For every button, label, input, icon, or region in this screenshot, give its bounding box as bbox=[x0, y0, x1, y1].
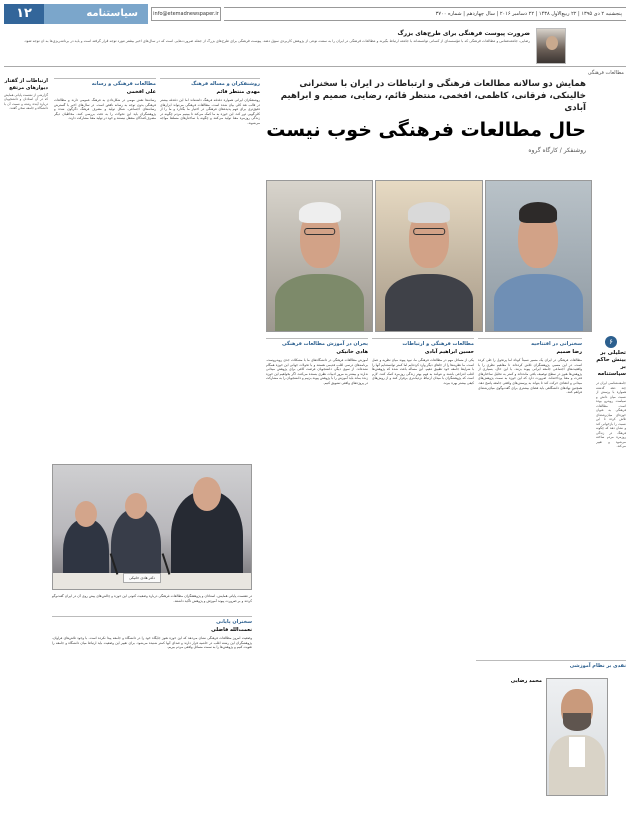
article-column-6 bbox=[52, 616, 252, 806]
author-name: محمد رضایی bbox=[510, 678, 542, 684]
column-heading: روشنفکران و مساله فرهنگ bbox=[160, 78, 260, 87]
main-headline: حال مطالعات فرهنگی خوب نیست bbox=[266, 119, 586, 141]
article-column-5 bbox=[54, 78, 156, 458]
column-text: رسانه‌ها نقش مهمی در شکل‌دادن به فرهنگ عمومی دارند و مطالعات فرهنگی بدون توجه به رسانه ناقص است. در سال‌های اخیر با گسترش رسانه‌های اجتماعی، شکل تولید و مصرف فرهنگ دگرگون شده و پژوهشگران باید این تحولات را به دقت بررسی کنند. مخاطبان دیگر مصرف‌کنندگان منفعل نیستند و خود در تولید معنا مشارکت دارند. bbox=[54, 98, 156, 121]
left-sidebar bbox=[4, 78, 48, 208]
article-column-2 bbox=[372, 338, 474, 798]
column-heading: مطالعات فرهنگی و رسانه bbox=[54, 78, 156, 87]
upper-title: همایش دو سالانه مطالعات فرهنگی و ارتباطات در ایران با سخنرانی خالینکی، فرقانی، کاظمی، افخمی، منتظر قائم، رضایی، صمیم و ابراهیم آبادی bbox=[280, 79, 586, 113]
page-number: ۱۲ bbox=[4, 4, 44, 24]
article-column-3 bbox=[266, 338, 368, 798]
column-heading: بحران در آموزش مطالعات فرهنگی bbox=[266, 338, 368, 347]
top-note bbox=[4, 28, 566, 64]
article-column-1 bbox=[478, 338, 582, 668]
nameplate: دکتر هادی خانیکی bbox=[123, 573, 161, 583]
sidebar-title: تحلیلی بر بینش حاکم بر سیاستنامه bbox=[596, 350, 626, 377]
column-text: یکی از مسائل مهم در مطالعات فرهنگی ما، نبود پیوند میان نظریه و عمل است. ما نظریه‌ها را از جاهای دیگر وارد کرده‌ایم اما کمتر توانسته‌ایم آنها را با شرایط جامعه خود تطبیق دهیم. این مساله باعث شده که پژوهش‌ها اغلب انتزاعی باشند و نتوانند به فهم بهتر زندگی روزمره کمک کنند. لازم است که پژوهشگران با میدان ارتباط نزدیک‌تری برقرار کنند و از روش‌های کیفی بیشتر بهره ببرند. bbox=[372, 358, 474, 385]
section-name: سیاستنامه bbox=[44, 4, 148, 24]
speaker-photos bbox=[266, 180, 592, 332]
column-heading: سخنران پایانی bbox=[52, 616, 252, 625]
author-box-heading: نقدی بر نظام آموزشی bbox=[476, 660, 626, 669]
author-photo bbox=[546, 678, 608, 796]
column-text: آموزش مطالعات فرهنگی در دانشگاه‌های ما با مشکلات جدی روبه‌روست. برنامه‌های درسی اغلب قدیمی هستند و با تحولات جهانی این حوزه همگام نشده‌اند. از سوی دیگر، دانشجویان فرصت کافی برای پژوهش میدانی ندارند و بیشتر به مرور ادبیات نظری بسنده می‌کنند. اگر بخواهیم این حوزه زنده بماند باید آموزش را با پژوهش پیوند بزنیم و دانشجویان را به مشارکت در پروژه‌های واقعی تشویق کنیم. bbox=[266, 358, 368, 385]
sidebar-badge: ۶ bbox=[605, 336, 617, 348]
column-heading: مطالعات فرهنگی و ارتباطات bbox=[372, 338, 474, 347]
column-author: رضا صمیم bbox=[556, 349, 582, 355]
website-address[interactable]: info@etemadnewspaper.ir bbox=[151, 7, 221, 21]
top-note-text: رضایی، جامعه‌شناس و مطالعات فرهنگی که با مؤسسه‌ای از کسانی توانسته‌اند با جامعه ارتباط بگیرند و مطالعات فرهنگی در ایران را به سمت نوعی از پژوهش کاربردی سوق دهند. پیوست فرهنگی برای طرح‌های بزرگ از جمله ضرورت‌هایی است که در سال‌های اخیر بیشتر مورد توجه قرار گرفته است و باید در برنامه‌ریزی‌ها به آن توجه شود. bbox=[23, 39, 530, 43]
author-name-box bbox=[478, 678, 542, 694]
top-note-title: ضرورت پیوست فرهنگی برای طرح‌های بزرگ bbox=[397, 30, 530, 37]
column-author: نعمت‌الله فاضلی bbox=[211, 627, 252, 633]
byline: روشنفکر / کارگاه گروه bbox=[528, 147, 586, 154]
date-line: پنجشنبه ۲ دی ۱۳۹۵ | ۲۲ ربیع‌الاول ۱۴۳۸ | ۲۲ دسامبر ۲۰۱۶ | سال چهاردهم | شماره ۳۷۰۰ bbox=[224, 7, 626, 21]
headline-block bbox=[266, 78, 586, 158]
column-author: علی افخمی bbox=[126, 89, 156, 95]
speaker-photo-right bbox=[266, 180, 373, 332]
column-author: مهدی منتظر قائم bbox=[216, 89, 260, 95]
column-text: مطالعات فرهنگی در ایران یک مسیر نسبتاً کوتاه اما پرتحول را طی کرده است. در این مسیر، پژوهشگران تلاش کرده‌اند تا مفاهیم نظری را با واقعیت‌های اجتماعی جامعه ایرانی پیوند بزنند. با این حال، بسیاری از پژوهش‌ها هنوز در سطح توصیف باقی مانده‌اند و کمتر به تحلیل ساختارهای قدرت و معنا پرداخته‌اند. ضرورت دارد که این حوزه به سمت پژوهش‌های میدانی و انتقادی حرکت کند تا بتواند به پرسش‌های واقعی جامعه پاسخ دهد. همچنین نهادهای دانشگاهی باید فضای بیشتری برای گفت‌وگوی میان‌رشته‌ای فراهم کنند. bbox=[478, 358, 582, 395]
section-label: مطالعات فرهنگی bbox=[587, 70, 624, 76]
panel-photo bbox=[52, 464, 252, 590]
column-author: حسین ابراهیم آبادی bbox=[424, 349, 474, 355]
column-author: هادی خانیکی bbox=[336, 349, 368, 355]
photo-caption: در نشست پایانی همایش، استادان و پژوهشگران مطالعات فرهنگی درباره وضعیت کنونی این حوزه و چالش‌های پیش روی آن در ایران گفت‌وگو کردند و بر ضرورت پیوند آموزش و پژوهش تأکید داشتند. bbox=[52, 594, 252, 603]
speaker-photo-center bbox=[375, 180, 482, 332]
sidebar-text: جامعه‌شناسی ایران در چند دهه گذشته همواره با پرسش از نسبت میان دانش و سیاست روبه‌رو بوده است. مطالعات فرهنگی به عنوان حوزه‌ای میان‌رشته‌ای تلاش کرده تا این نسبت را بازخوانی کند و نشان دهد که چگونه فرهنگ در زندگی روزمره مردم ساخته می‌شود و تغییر می‌کند. bbox=[596, 381, 626, 448]
speaker-photo-left bbox=[485, 180, 592, 332]
masthead bbox=[4, 4, 626, 24]
left-sidebar-title: ارتباطات از گفتار دیوارهای مرتفع bbox=[4, 78, 48, 91]
column-text: روشنفکران ایرانی همواره دغدغه فرهنگ داشته‌اند اما این دغدغه بیشتر در قالب نقد کلی بیان شده است. مطالعات فرهنگی می‌تواند ابزارهای دقیق‌تری برای فهم پدیده‌های فرهنگی در اختیار ما بگذارد و ما را از کلی‌گویی دور کند. این حوزه به ما کمک می‌کند تا ببینیم مردم چگونه در زندگی روزمره معنا تولید می‌کنند و چگونه با ساختارهای مسلط مواجه می‌شوند. bbox=[160, 98, 260, 125]
top-note-portrait bbox=[536, 28, 566, 64]
column-heading: سخنرانی در افتتاحیه bbox=[478, 338, 582, 347]
divider bbox=[4, 66, 626, 67]
article-column-4 bbox=[160, 78, 260, 458]
column-text: وضعیت امروز مطالعات فرهنگی نشان می‌دهد که این حوزه هنوز جایگاه خود را در دانشگاه و جامعه پیدا نکرده است. با وجود تلاش‌های فراوان، پژوهشگران این رشته اغلب در حاشیه قرار دارند و صدای آنها کمتر شنیده می‌شود. برای تغییر این وضعیت باید ارتباط میان دانشگاه و جامعه را تقویت کنیم و پژوهش‌ها را به سمت مسائل واقعی مردم ببریم. bbox=[52, 636, 252, 650]
author-box-header bbox=[476, 660, 626, 674]
left-sidebar-text: گزارشی از نشست پایانی همایش که در آن استادان و دانشجویان درباره آینده رشته و نسبت آن با دانشگاه و جامعه سخن گفتند. bbox=[4, 93, 48, 111]
